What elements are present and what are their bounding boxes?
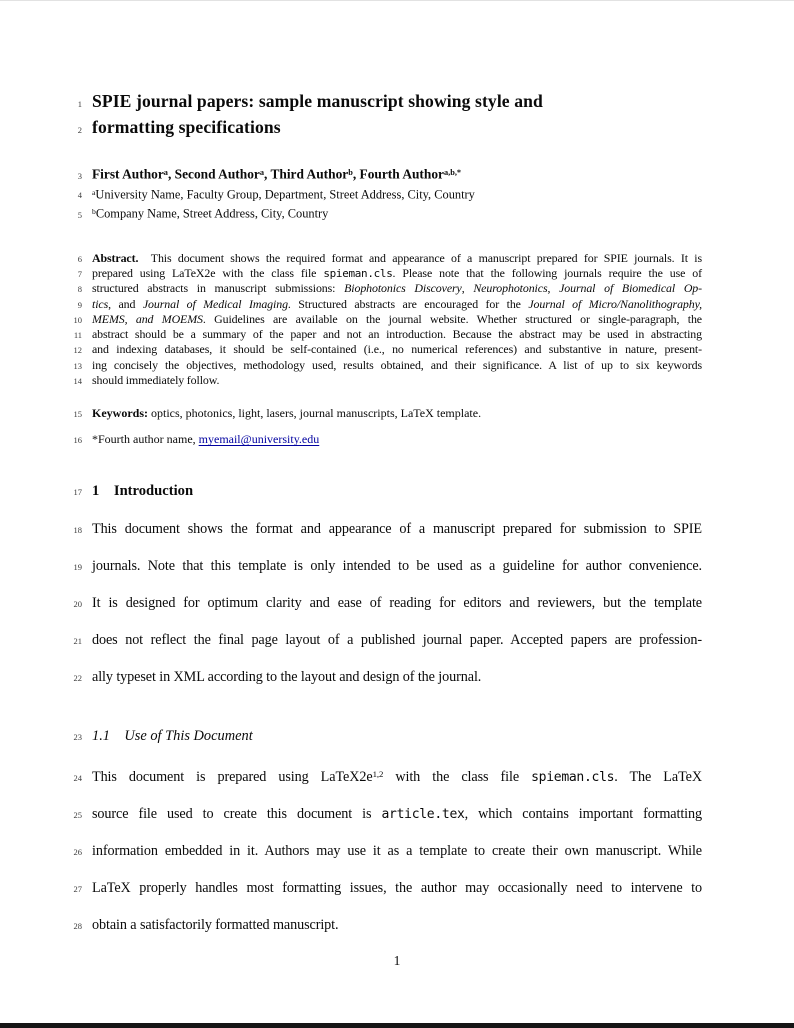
line-23 [66,726,702,746]
text-segment: with the class file [383,769,532,786]
line-13 [66,358,702,373]
text-segment: Keywords: [92,406,148,421]
line-1 [66,88,702,114]
text-segment: Abstract. [92,250,139,265]
text-segment: information embedded in it. Authors may use it as a template to create their own manuscript. While [92,843,702,860]
line-number: 13 [73,360,82,371]
text-segment: Company Name, Street Address, City, Country [95,206,329,221]
line-text [92,548,702,585]
line-number: 21 [73,636,82,647]
line-text [92,726,702,746]
text-segment: Journal of Medical Imaging [142,296,288,311]
text-segment: SPIE journal papers: sample manuscript showing style and [92,91,543,111]
line-number: 11 [73,330,82,341]
line-number: 8 [77,284,82,295]
text-segment: tics [92,296,109,311]
line-number: 16 [73,435,82,446]
abstract [66,251,702,389]
text-segment: MEMS, and MOEMS [92,311,203,326]
line-3 [66,164,702,184]
line-number: 12 [73,345,82,356]
paragraph [66,511,702,696]
text-segment: a,b,* [443,168,462,177]
line-text [92,164,702,184]
text-segment: a [92,187,96,197]
line-text [92,342,702,357]
line-text [92,833,702,870]
text-segment: , Fourth Author [352,166,444,182]
line-18 [66,511,702,548]
text-segment: First Author [92,166,164,182]
line-text [92,373,702,388]
text-segment: ally typeset in XML according to the layout and design of the journal. [92,669,482,686]
code-text: article.tex [381,807,465,823]
author-list [66,164,702,184]
text-segment: It is designed for optimum clarity and ease of reading for editors and reviewers, but the template [92,595,702,612]
text-segment: ing concisely the objectives, methodology used, results obtained, and their significance. A list of up to six keywords [92,357,702,372]
text-segment: This document shows the format and appearance of a manuscript prepared for submission to SPIE [92,521,702,538]
line-number: 5 [77,209,82,220]
line-text [92,88,702,114]
line-4 [66,184,702,203]
line-7 [66,266,702,281]
page-number: 1 [393,953,401,968]
text-segment: University Name, Faculty Group, Department, Street Address, City, Country [95,187,475,202]
text-segment: Biophotonics Discovery [344,281,462,296]
text-segment: This document shows the required format and appearance of a manuscript prepared for SPIE journals. It is [138,250,702,265]
text-segment: source file used to create this document is [92,806,382,823]
line-22 [66,659,702,696]
line-number: 2 [77,125,82,135]
line-number: 17 [73,487,82,498]
text-segment: b [92,207,96,217]
line-number: 20 [73,599,82,610]
line-number: 25 [73,810,82,821]
line-17 [66,481,702,501]
text-segment: does not reflect the final page layout of a published journal paper. Accepted papers are profession- [92,632,702,649]
text-segment: optics, photonics, light, lasers, journal manuscripts, LaTeX template. [148,406,482,421]
line-text [92,114,702,140]
line-text [92,870,702,907]
section-heading [66,481,702,501]
line-12 [66,342,702,357]
code-text: spieman.cls [531,770,615,786]
line-10 [66,312,702,327]
text-segment: . Please note that the following journals require the use of [392,265,703,280]
line-number: 28 [73,921,82,932]
text-segment: . The LaTeX [614,769,702,786]
text-segment: formatting specifications [92,117,281,137]
line-11 [66,327,702,342]
page-bottom-edge [0,1023,794,1028]
text-segment: . Structured abstracts are encouraged for the [287,296,529,311]
line-15 [66,406,702,421]
line-8 [66,281,702,296]
text-segment: 1.1 Use of This Document [92,728,253,745]
text-segment: prepared using LaTeX2e with the class file [92,265,324,280]
line-number: 4 [77,190,82,201]
text-segment: This document is prepared using LaTeX2e [92,769,373,786]
paper-title [66,88,702,140]
line-number: 1 [77,99,82,109]
text-segment: , [461,281,474,296]
line-9 [66,297,702,312]
text-segment: LaTeX properly handles most formatting issues, the author may occasionally need to intervene to [92,880,702,897]
line-number: 19 [73,562,82,573]
page-top-edge [0,0,794,1]
line-number: 3 [77,170,82,181]
keywords-line [66,406,702,421]
text-segment: , and [108,296,143,311]
line-20 [66,585,702,622]
line-text [92,358,702,373]
line-text [92,281,702,296]
line-number: 9 [77,299,82,310]
email-link[interactable]: myemail@university.edu [198,432,320,447]
line-28 [66,907,702,944]
line-number: 24 [73,773,82,784]
line-25 [66,796,702,833]
line-21 [66,622,702,659]
corresponding-author-note [66,432,702,447]
line-text [92,481,702,501]
line-number: 27 [73,884,82,895]
line-text [92,251,702,266]
line-6 [66,251,702,266]
line-text [92,184,702,203]
text-segment: Journal of Biomedical Op- [559,281,703,296]
text-segment: a [259,168,264,177]
line-text [92,297,702,312]
code-text: spieman.cls [323,266,393,280]
line-number: 15 [73,409,82,420]
text-segment: *Fourth author name, [92,432,199,447]
line-text [92,907,702,944]
text-segment: Journal of Micro/Nanolithography, [528,296,702,311]
line-text [92,432,702,447]
line-number: 7 [77,268,82,279]
line-19 [66,548,702,585]
paragraph [66,756,702,944]
text-segment: structured abstracts in manuscript submissions: [92,281,345,296]
line-16 [66,432,702,447]
line-text [92,266,702,281]
line-number: 26 [73,847,82,858]
text-segment: obtain a satisfactorily formatted manuscript. [92,917,339,934]
affiliation-line [66,184,702,223]
text-segment: 1,2 [372,769,384,780]
text-segment: and indexing databases, it should be self-contained (i.e., no numerical references) and substantive in nature, present- [92,342,702,357]
line-text [92,659,702,696]
line-text [92,796,702,833]
line-5 [66,203,702,222]
text-segment: . Guidelines are available on the journal website. Whether structured or single-paragraph, the [202,311,702,326]
line-27 [66,870,702,907]
line-text [92,203,702,222]
text-segment: Neurophotonics [473,281,548,296]
text-segment: 1 Introduction [92,483,194,500]
line-number: 10 [73,314,82,325]
line-text [92,406,702,421]
text-segment: journals. Note that this template is only intended to be used as a guideline for author convenience. [92,558,702,575]
line-number: 18 [73,525,82,536]
line-text [92,327,702,342]
line-14 [66,373,702,388]
text-segment: abstract should be a summary of the paper and not an introduction. Because the abstract may be used in abstracting [92,327,702,342]
line-number: 14 [73,376,82,387]
text-segment: , Second Author [167,166,260,182]
line-text [92,312,702,327]
line-text [92,511,702,548]
line-text [92,756,702,796]
text-segment: , which contains important formatting [464,806,702,823]
text-segment: should immediately follow. [92,373,220,388]
line-24 [66,756,702,796]
line-26 [66,833,702,870]
line-text [92,585,702,622]
line-number: 6 [77,253,82,264]
line-text [92,622,702,659]
text-segment: a [163,168,168,177]
text-segment: b [348,168,353,177]
subsection-heading [66,726,702,746]
line-number: 23 [73,732,82,743]
line-2 [66,114,702,140]
text-segment: , Third Author [264,166,349,182]
line-number: 22 [73,673,82,684]
text-segment: , [547,281,560,296]
